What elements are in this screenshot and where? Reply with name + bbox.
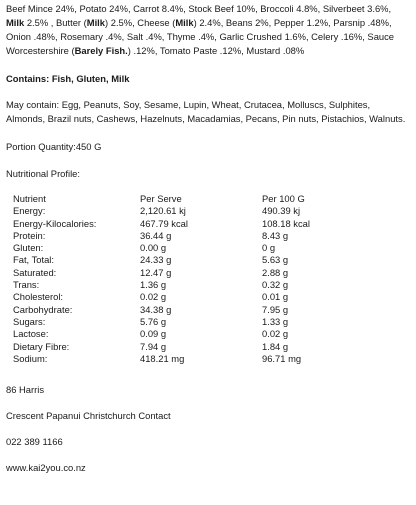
table-row — [13, 205, 382, 217]
ingredient-allergen-segment: Milk — [6, 17, 25, 28]
per-100g-value: 0.01 g — [262, 291, 289, 303]
ingredient-allergen-segment: Barely Fish. — [74, 45, 128, 56]
ingredient-segment: ) .12%, Tomato Paste .12%, Mustard .08% — [127, 45, 305, 56]
per-100g-value: 108.18 kcal — [262, 217, 310, 229]
per-serve-value: 7.94 g — [140, 340, 167, 352]
ingredients-text — [6, 2, 410, 58]
table-row — [13, 328, 382, 340]
nutrient-name: Fat, Total: — [13, 254, 54, 266]
nutrient-name: Energy-Kilocalories: — [13, 217, 97, 229]
nutrient-name: Cholesterol: — [13, 291, 64, 303]
nutrient-name: Trans: — [13, 279, 40, 291]
table-row — [13, 254, 382, 266]
ingredient-allergen-segment: Milk — [175, 17, 194, 28]
per-100g-value: 8.43 g — [262, 229, 289, 241]
ingredient-segment: Beef Mince 24%, Potato 24%, Carrot 8.4%, Stock Beef 10%, Broccoli 4.8%, Silverbeet 3.6%, — [6, 3, 392, 14]
nutrient-name: Dietary Fibre: — [13, 340, 70, 352]
per-100g-value: 0 g — [262, 242, 276, 254]
table-row — [13, 341, 382, 353]
table-row — [13, 230, 382, 242]
address-line-2: Crescent Papanui Christchurch Contact — [6, 410, 171, 422]
per-serve-value: 5.76 g — [140, 315, 167, 327]
per-serve-value: 36.44 g — [140, 229, 172, 241]
may-contain-text: May contain: Egg, Peanuts, Soy, Sesame, Lupin, Wheat, Crutacea, Molluscs, Sulphites, Almonds, Brazil nuts, Cashews, Hazelnuts, Macadamias, Pecans, Pin nuts, Pistachios, Walnuts. — [6, 99, 406, 124]
header-per-100g: Per 100 G — [262, 193, 305, 204]
table-row — [13, 304, 382, 316]
phone-number: 022 389 1166 — [6, 436, 63, 448]
nutrient-name: Sugars: — [13, 315, 46, 327]
nutrient-name: Lactose: — [13, 328, 49, 340]
website-link[interactable]: www.kai2you.co.nz — [6, 462, 86, 474]
per-serve-value: 0.09 g — [140, 328, 167, 340]
nutrient-name: Saturated: — [13, 266, 57, 278]
header-per-serve: Per Serve — [140, 193, 182, 204]
table-row — [13, 291, 382, 303]
table-row — [13, 353, 382, 365]
table-row — [13, 279, 382, 291]
nutrient-name: Energy: — [13, 205, 46, 217]
per-100g-value: 1.84 g — [262, 340, 289, 352]
portion-quantity: Portion Quantity:450 G — [6, 141, 102, 152]
per-serve-value: 24.33 g — [140, 254, 172, 266]
nutrient-name: Protein: — [13, 229, 46, 241]
table-row — [13, 316, 382, 328]
nutrient-name: Sodium: — [13, 352, 48, 364]
nutrient-name: Gluten: — [13, 242, 44, 254]
per-100g-value: 7.95 g — [262, 303, 289, 315]
ingredient-allergen-segment: Milk — [86, 17, 105, 28]
ingredient-segment: ) 2.4%, Beans 2%, Pepper 1.2%, Parsnip .48%, Onion .48%, Rosemary .4%, Salt .4%, Thyme .4%, Garlic Crushed 1.6%, Celery .16%, Sauce Worcestershire ( — [6, 17, 395, 56]
per-100g-value: 0.02 g — [262, 328, 289, 340]
per-serve-value: 0.00 g — [140, 242, 167, 254]
table-row — [13, 267, 382, 279]
per-100g-value: 2.88 g — [262, 266, 289, 278]
per-100g-value: 96.71 mg — [262, 352, 302, 364]
address-line-1: 86 Harris — [6, 384, 45, 396]
per-serve-value: 12.47 g — [140, 266, 172, 278]
table-row — [13, 218, 382, 230]
per-100g-value: 1.33 g — [262, 315, 289, 327]
per-serve-value: 0.02 g — [140, 291, 167, 303]
nutrition-header-row — [13, 193, 382, 205]
per-serve-value: 1.36 g — [140, 279, 167, 291]
table-row — [13, 242, 382, 254]
per-100g-value: 5.63 g — [262, 254, 289, 266]
per-serve-value: 418.21 mg — [140, 352, 185, 364]
per-serve-value: 467.79 kcal — [140, 217, 188, 229]
contains-allergens: Contains: Fish, Gluten, Milk — [6, 73, 130, 84]
per-serve-value: 2,120.61 kj — [140, 205, 186, 217]
nutrition-table — [13, 193, 382, 365]
ingredient-segment: 2.5% , Butter ( — [24, 17, 87, 28]
per-100g-value: 0.32 g — [262, 279, 289, 291]
per-100g-value: 490.39 kj — [262, 205, 301, 217]
nutritional-profile-title: Nutritional Profile: — [6, 168, 80, 179]
header-nutrient: Nutrient — [13, 193, 46, 204]
per-serve-value: 34.38 g — [140, 303, 172, 315]
nutrient-name: Carbohydrate: — [13, 303, 73, 315]
ingredient-segment: ) 2.5%, Cheese ( — [105, 17, 176, 28]
